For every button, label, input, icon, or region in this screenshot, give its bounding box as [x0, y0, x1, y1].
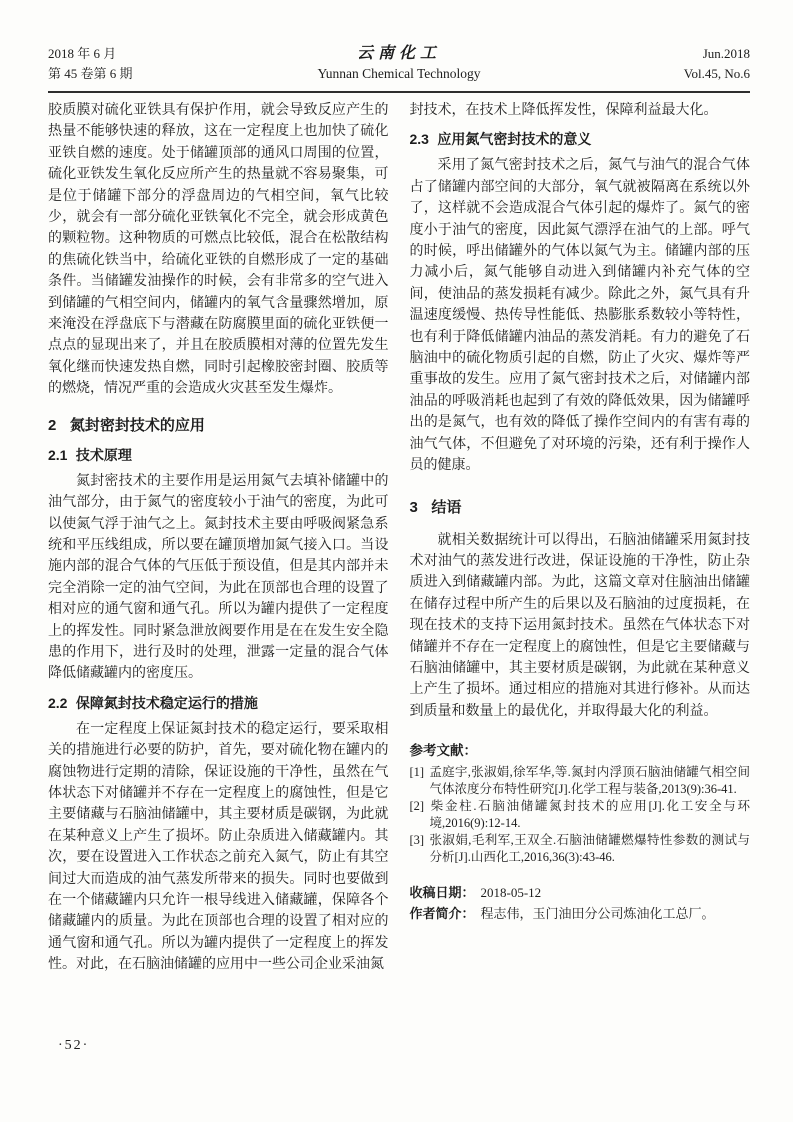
- article-footnotes: [410, 882, 751, 925]
- section-title: 氮封密封技术的应用: [69, 416, 205, 434]
- section-title: 结语: [431, 498, 462, 516]
- author-bio-value: 程志伟，玉门油田分公司炼油化工总厂。: [480, 906, 715, 922]
- reference-item: [410, 798, 751, 832]
- references-heading: 参考文献：: [409, 743, 477, 759]
- column-right: [410, 100, 751, 976]
- journal-title-block: [317, 44, 480, 84]
- section-number: 2.3: [409, 131, 429, 148]
- reference-text: 柴金柱.石脑油储罐氮封技术的应用[J].化工安全与环境,2016(9):12-14.: [429, 798, 750, 830]
- reference-label: [1]: [409, 765, 425, 780]
- section-heading-2: [48, 414, 389, 435]
- issue-volume-en: Vol.45, No.6: [683, 66, 750, 81]
- journal-title-en: Yunnan Chemical Technology: [317, 66, 481, 81]
- section-title: 保障氮封技术稳定运行的措施: [75, 694, 258, 711]
- article-body: [48, 100, 750, 976]
- intro-paragraph: 胶质膜对硫化亚铁具有保护作用，就会导致反应产生的热量不能够快速的释放，这在一定程度上也加快了硫化亚铁自燃的速度。处于储罐顶部的通风口周围的位置，硫化亚铁发生氧化反应所产生的热量就不容易聚集，可是位于储罐下部分的浮盘周边的气相空间，氧气比较少，就会有一部分硫化亚铁氧化不完全，就会形成黄色的颗粒物。这种物质的可燃点比较低，混合在松散结构的焦硫化铁当中，给硫化亚铁的自燃形成了一定的基础条件。当储罐发油操作的时候，会有非常多的空气进入到储罐的气相空间内，储罐内的氧气含量骤然增加，原来淹没在浮盘底下与潜藏在防腐膜里面的硫化亚铁便一点点的显现出来了，并且在胶质膜相对薄的位置先发生氧化继而快速发热自燃，同时引起橡胶密封圈、胶质等的燃烧，情况严重的会造成火灾甚至发生爆炸。: [48, 103, 389, 397]
- page-number: ·52·: [58, 1038, 90, 1053]
- reference-text: 孟庭宇,张淑娟,徐军华,等.氮封内浮顶石脑油储罐气相空间气体浓度分布特性研究[J].化学工程与装备,2013(9):36-41.: [429, 765, 750, 797]
- reference-text: 张淑娟,毛利军,王双全.石脑油储罐燃爆特性参数的测试与分析[J].山西化工,2016,36(3):43-46.: [429, 832, 750, 864]
- author-bio-line: [410, 903, 751, 925]
- reference-item: [410, 764, 751, 798]
- section-heading-2-1: [48, 445, 389, 465]
- section-2-1-paragraph: 氮封密技术的主要作用是运用氮气去填补储罐中的油气部分，由于氮气的密度较小于油气的密度，为此可以使氮气浮于油气之上。氮封技术主要由呼吸阀紧急系统和平压线组成，所以要在罐顶增加氮气接入口。当设施内部的混合气体的气压低于预设值，但是其内部并未完全消除一定的油气空间，为此在顶部也合理的设置了相对应的通气窗和通气孔。所以为罐内提供了一定程度上的挥发性。同时紧急泄放阀要作用是在在发生安全隐患的作用下，进行及时的处理，泄露一定量的混合气体降低储藏罐内的密度压。: [48, 473, 389, 682]
- received-date-label: 收稿日期：: [409, 884, 475, 900]
- continuation-paragraph: 封技术，在技术上降低挥发性，保障利益最大化。: [409, 103, 718, 118]
- section-heading-2-3: [410, 129, 751, 149]
- journal-title-cn: 云南化工: [356, 45, 441, 62]
- section-number: 3: [409, 498, 418, 516]
- reference-item: [410, 832, 751, 866]
- section-number: 2.1: [48, 446, 68, 463]
- section-title: 应用氮气密封技术的意义: [437, 131, 592, 148]
- section-number: 2.2: [48, 694, 68, 711]
- section-2-2-paragraph: 在一定程度上保证氮封技术的稳定运行，要采取相关的措施进行必要的防护，首先，要对硫化物在罐内的腐蚀物进行定期的清除，保证设施的干净性，虽然在气体状态下对储罐并不存在一定程度上的腐蚀性，但是它主要储藏与石脑油储罐中，其主要材质是碳钢，为此就在某种意义上产生了损坏。防止杂质进入储藏罐内。其次，要在设置进入工作状态之前充入氮气，防止有其空间过大而造成的油气蒸发所带来的损失。同时也要做到在一个储藏罐内只允许一根导线进入储藏罐，保障各个储藏罐内的质量。为此在顶部也合理的设置了相对应的通气窗和通气孔。所以为罐内提供了一定程度上的挥发性。对此，在石脑油储罐的应用中一些公司企业采油氮: [48, 721, 389, 973]
- issue-volume-cn: 第 45 卷第 6 期: [48, 66, 133, 81]
- header-divider: [48, 91, 750, 93]
- issue-date-en: Jun.2018: [702, 46, 750, 61]
- section-title: 技术原理: [75, 446, 132, 463]
- section-heading-3: [410, 496, 751, 517]
- reference-label: [3]: [409, 832, 425, 847]
- section-2-3-paragraph: 采用了氮气密封技术之后，氮气与油气的混合气体占了储罐内部空间的大部分，氧气就被隔离在系统以外了，这样就不会造成混合气体引起的爆炸了。氮气的密度小于油气的密度，因此氮气漂浮在油气的上部。呼气的时候，呼出储罐外的气体以氮气为主。储罐内部的压力减小后，氮气能够自动进入到储罐内补充气体的空间，使油品的蒸发损耗有减少。除此之外，氮气具有升温速度缓慢、热传导性能低、热膨胀系数较小等特性，也有利于降低储罐内油品的蒸发消耗。有力的避免了石脑油中的硫化物质引起的自燃，防止了火灾、爆炸等严重事故的发生。应用了氮气密封技术之后，对储罐内部油品的呼吸消耗也起到了有效的降低效果，因为储罐呼出的是氮气，也有效的降低了操作空间内的有害有毒的油气气体，不但避免了对环境的污染，还有利于操作人员的健康。: [409, 158, 750, 474]
- author-bio-label: 作者简介：: [409, 906, 475, 922]
- received-date-line: [410, 882, 751, 904]
- issue-date-cn: 2018 年 6 月: [48, 46, 117, 61]
- journal-header: [48, 44, 750, 84]
- section-number: 2: [48, 416, 57, 434]
- column-left: [48, 100, 389, 976]
- header-issue-info-cn: [48, 44, 317, 84]
- reference-label: [2]: [409, 798, 425, 813]
- section-3-paragraph: 就相关数据统计可以得出，石脑油储罐采用氮封技术对油气的蒸发进行改进，保证设施的干净性，防止杂质进入到储藏罐内部。为此，这篇文章对住脑油出储罐在储存过程中所产生的后果以及石脑油的过度损耗，在现在技术的支持下运用氮封技术。虽然在气体状态下对储罐并不存在一定程度上的腐蚀性，但是它主要储藏与石脑油储罐中，其主要材质是碳钢，为此就在某种意义上产生了损坏。通过相应的措施对其进行修补。从而达到质量和数量上的最优化，并取得最大化的利益。: [409, 532, 750, 719]
- section-heading-2-2: [48, 693, 389, 713]
- received-date-value: 2018-05-12: [480, 884, 542, 900]
- header-issue-info-en: [481, 44, 750, 84]
